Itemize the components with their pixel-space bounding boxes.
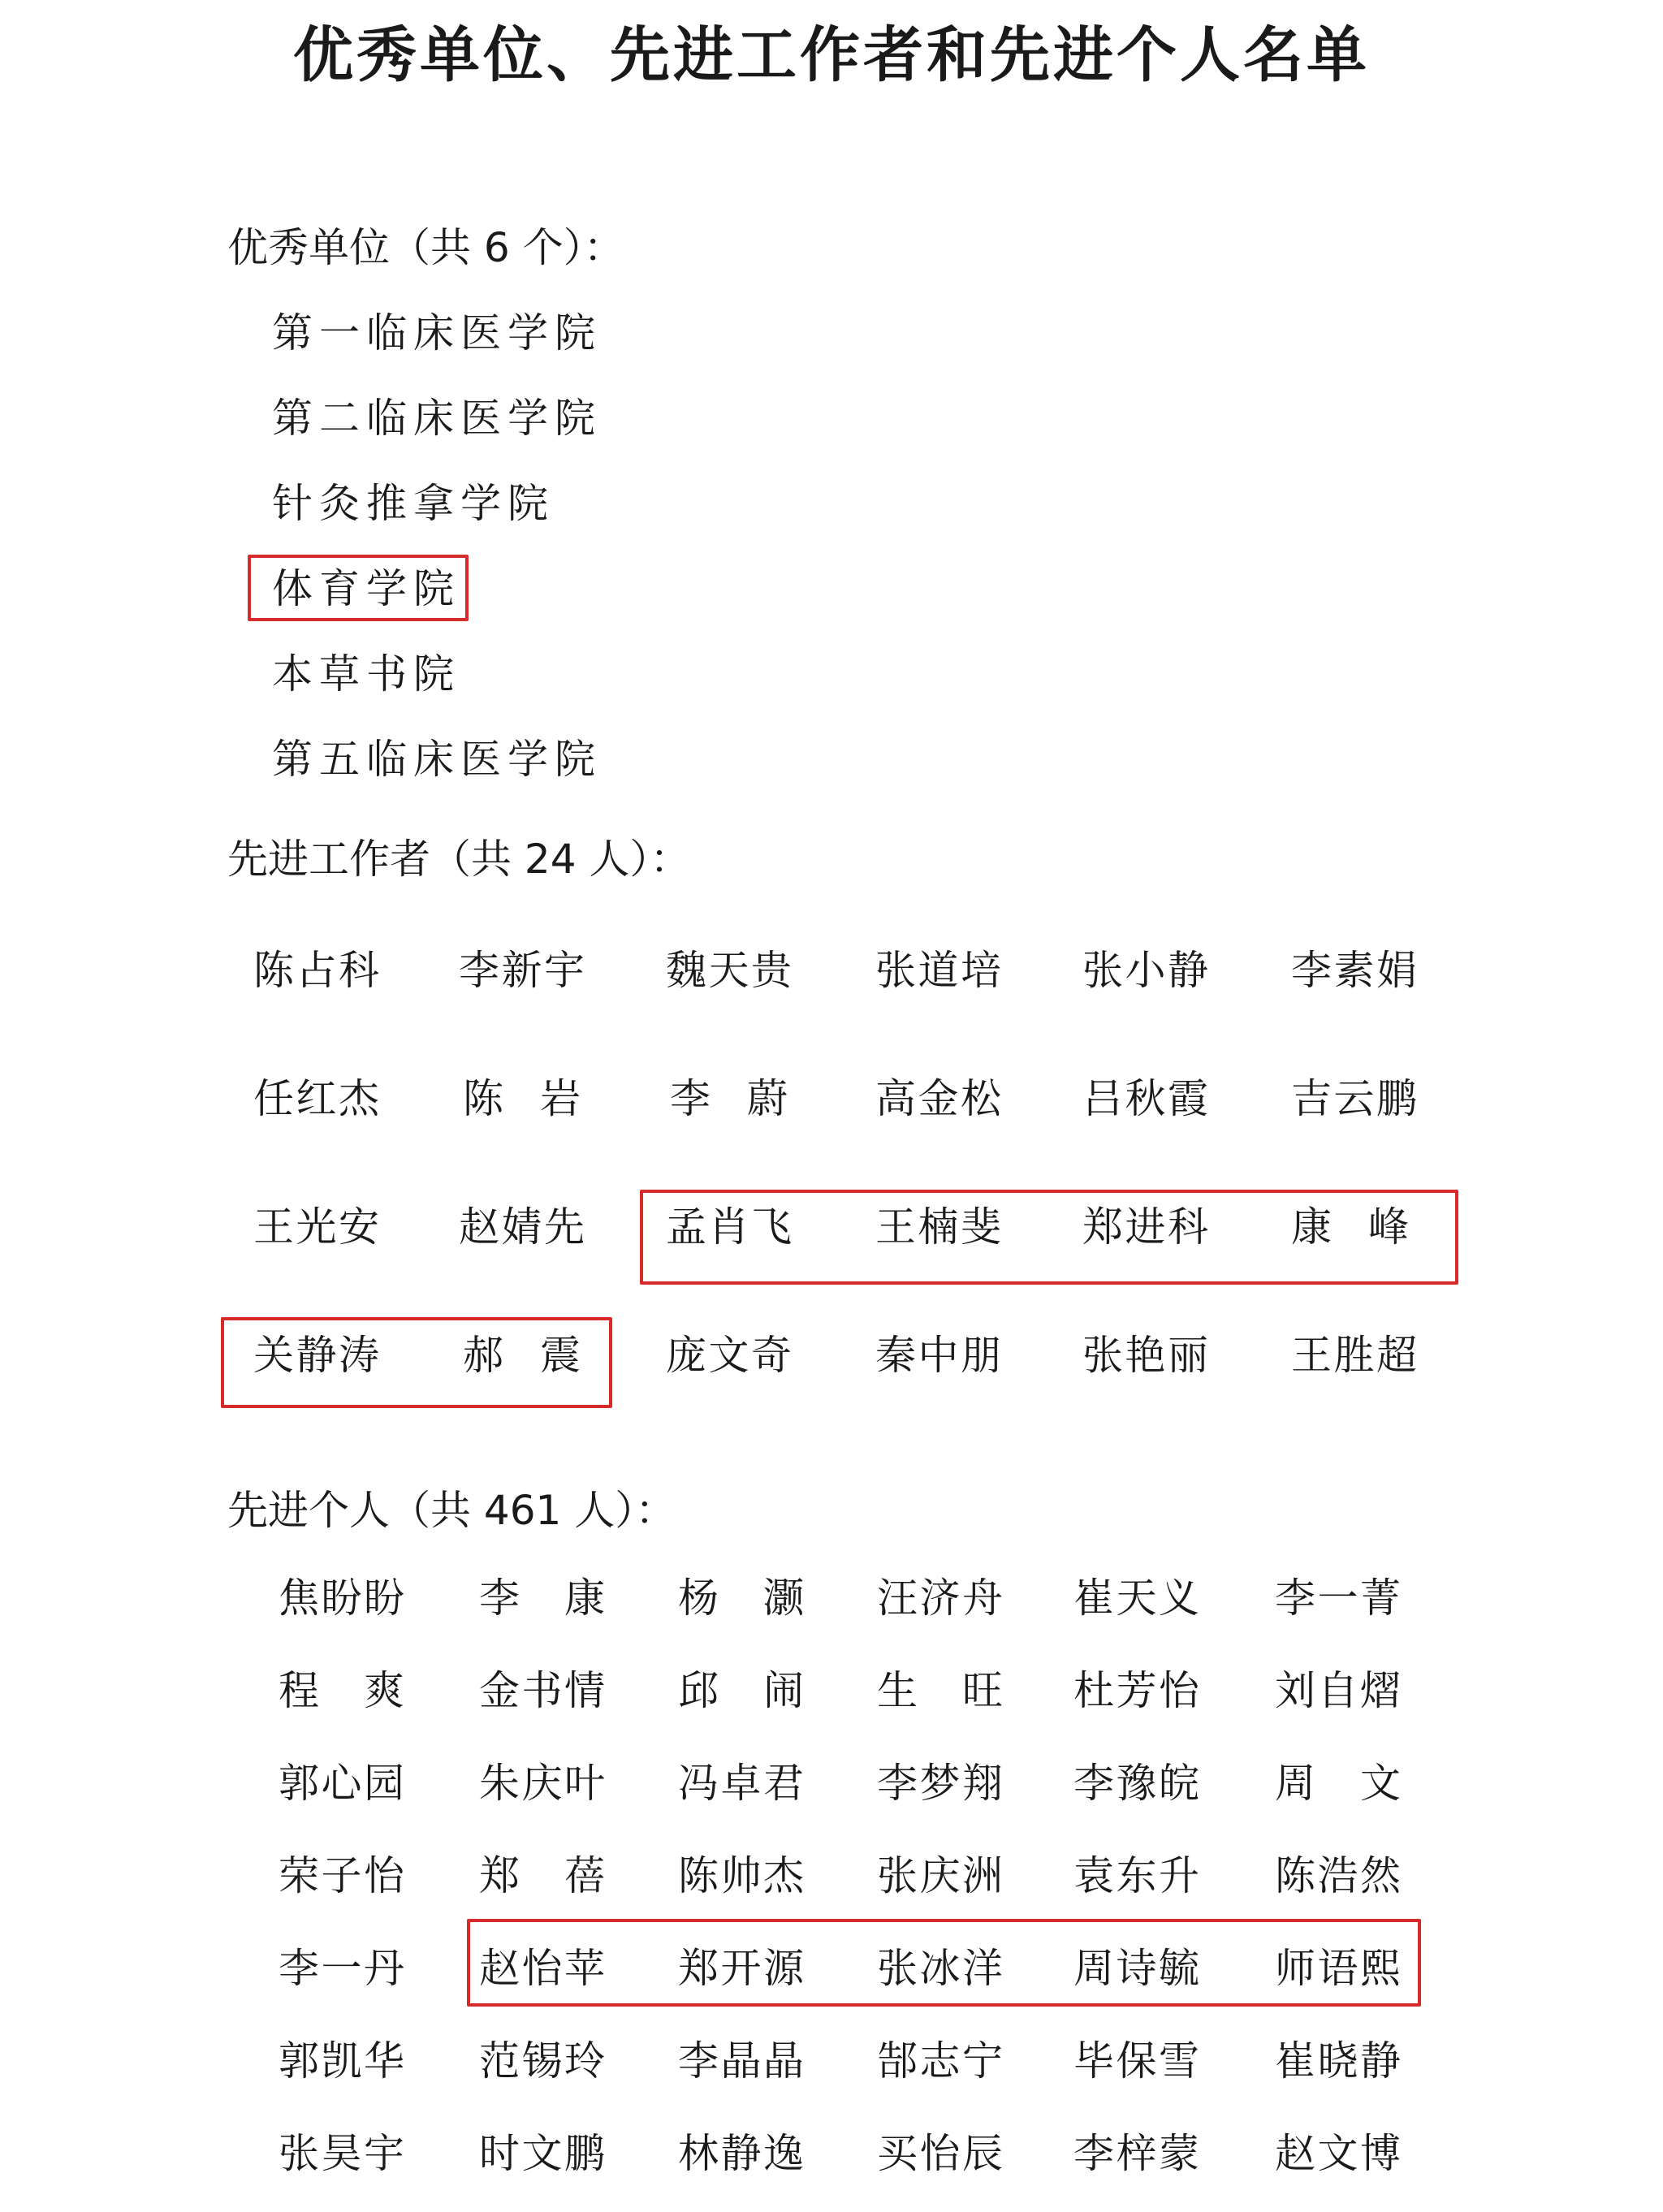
- person-name: 毕保雪: [1073, 2037, 1199, 2085]
- person-name: 郭凯华: [279, 2037, 404, 2085]
- worker-name: 吉云鹏: [1291, 1075, 1417, 1122]
- person-name: 崔天义: [1073, 1575, 1199, 1622]
- person-name: 时文鹏: [479, 2130, 605, 2177]
- worker-name: 李新宇: [459, 947, 585, 994]
- person-name: 荣子怡: [279, 1852, 404, 1899]
- person-name: 林静逸: [678, 2130, 804, 2177]
- person-name: 汪济舟: [877, 1575, 1003, 1622]
- person-name: 金书情: [479, 1667, 605, 1714]
- worker-name: 张小静: [1082, 947, 1208, 994]
- workers-row: [0, 1070, 1663, 1127]
- worker-name: 陈占科: [253, 947, 379, 994]
- worker-name: 王胜超: [1291, 1332, 1417, 1379]
- person-name: 李梓蒙: [1073, 2130, 1199, 2177]
- unit-item: 针灸推拿学院: [272, 480, 555, 527]
- worker-name: 孟肖飞: [666, 1203, 792, 1251]
- person-name: 郜志宁: [877, 2037, 1003, 2085]
- person-name: 李康: [479, 1575, 605, 1622]
- person-name: 赵文博: [1275, 2130, 1401, 2177]
- person-name: 杨灏: [678, 1575, 804, 1622]
- highlight-box-workers-row4: [221, 1317, 612, 1408]
- worker-name: 赵婧先: [459, 1203, 585, 1251]
- person-name: 李晶晶: [678, 2037, 804, 2085]
- person-name: 师语熙: [1275, 1945, 1401, 1992]
- person-name: 朱庆叶: [479, 1760, 605, 1807]
- person-name: 程爽: [279, 1667, 404, 1714]
- worker-name: 任红杰: [253, 1075, 379, 1122]
- person-name: 陈浩然: [1275, 1852, 1401, 1899]
- person-name: 邱闹: [678, 1667, 804, 1714]
- worker-name: 庞文奇: [666, 1332, 792, 1379]
- unit-item: 本草书院: [272, 650, 460, 698]
- worker-name: 关静涛: [253, 1332, 379, 1379]
- unit-item: 第二临床医学院: [272, 395, 602, 442]
- person-name: 生旺: [877, 1667, 1003, 1714]
- person-name: 郑蓓: [479, 1852, 605, 1899]
- individuals-row: [0, 1570, 1663, 1627]
- worker-name: 陈岩: [463, 1075, 581, 1122]
- person-name: 周文: [1275, 1760, 1401, 1807]
- worker-name: 李蔚: [670, 1075, 788, 1122]
- person-name: 冯卓君: [678, 1760, 804, 1807]
- highlight-box-individuals-row5: [467, 1919, 1421, 2007]
- person-name: 李一菁: [1275, 1575, 1401, 1622]
- person-name: 李梦翔: [877, 1760, 1003, 1807]
- worker-name: 李素娟: [1291, 947, 1417, 994]
- person-name: 杜芳怡: [1073, 1667, 1199, 1714]
- page-title: 优秀单位、先进工作者和先进个人名单: [293, 20, 1370, 90]
- worker-name: 秦中朋: [875, 1332, 1001, 1379]
- worker-name: 王楠斐: [875, 1203, 1001, 1251]
- person-name: 刘自熠: [1275, 1667, 1401, 1714]
- workers-row: [0, 942, 1663, 999]
- worker-name: 张道培: [875, 947, 1001, 994]
- person-name: 崔晓静: [1275, 2037, 1401, 2085]
- person-name: 袁东升: [1073, 1852, 1199, 1899]
- unit-item-highlighted: 体育学院: [272, 565, 460, 612]
- worker-name: 高金松: [875, 1075, 1001, 1122]
- person-name: 陈帅杰: [678, 1852, 804, 1899]
- worker-name: 郝震: [463, 1332, 581, 1379]
- person-name: 周诗毓: [1073, 1945, 1199, 1992]
- unit-item: 第五临床医学院: [272, 736, 602, 783]
- worker-name: 吕秋霞: [1082, 1075, 1208, 1122]
- person-name: 李一丹: [279, 1945, 404, 1992]
- person-name: 买怡辰: [877, 2130, 1003, 2177]
- person-name: 焦盼盼: [279, 1575, 404, 1622]
- individuals-row: [0, 1847, 1663, 1904]
- person-name: 范锡玲: [479, 2037, 605, 2085]
- person-name: 张庆洲: [877, 1852, 1003, 1899]
- highlight-box-workers-row3: [640, 1190, 1458, 1285]
- unit-item: 第一临床医学院: [272, 309, 602, 356]
- worker-name: 魏天贵: [666, 947, 792, 994]
- individuals-heading: 先进个人（共 461 人）：: [227, 1487, 676, 1534]
- worker-name: 王光安: [253, 1203, 379, 1251]
- units-heading: 优秀单位（共 6 个）：: [227, 224, 624, 271]
- person-name: 郭心园: [279, 1760, 404, 1807]
- workers-heading: 先进工作者（共 24 人）：: [227, 836, 691, 883]
- worker-name: 康峰: [1291, 1203, 1409, 1251]
- person-name: 李豫皖: [1073, 1760, 1199, 1807]
- person-name: 郑开源: [678, 1945, 804, 1992]
- highlight-box-units: [248, 555, 469, 621]
- individuals-row: [0, 1755, 1663, 1812]
- individuals-row: [0, 2125, 1663, 2182]
- person-name: 张冰洋: [877, 1945, 1003, 1992]
- individuals-row: [0, 1662, 1663, 1719]
- worker-name: 张艳丽: [1082, 1332, 1208, 1379]
- person-name: 赵怡苹: [479, 1945, 605, 1992]
- person-name: 张昊宇: [279, 2130, 404, 2177]
- worker-name: 郑进科: [1082, 1203, 1208, 1251]
- individuals-row: [0, 2033, 1663, 2089]
